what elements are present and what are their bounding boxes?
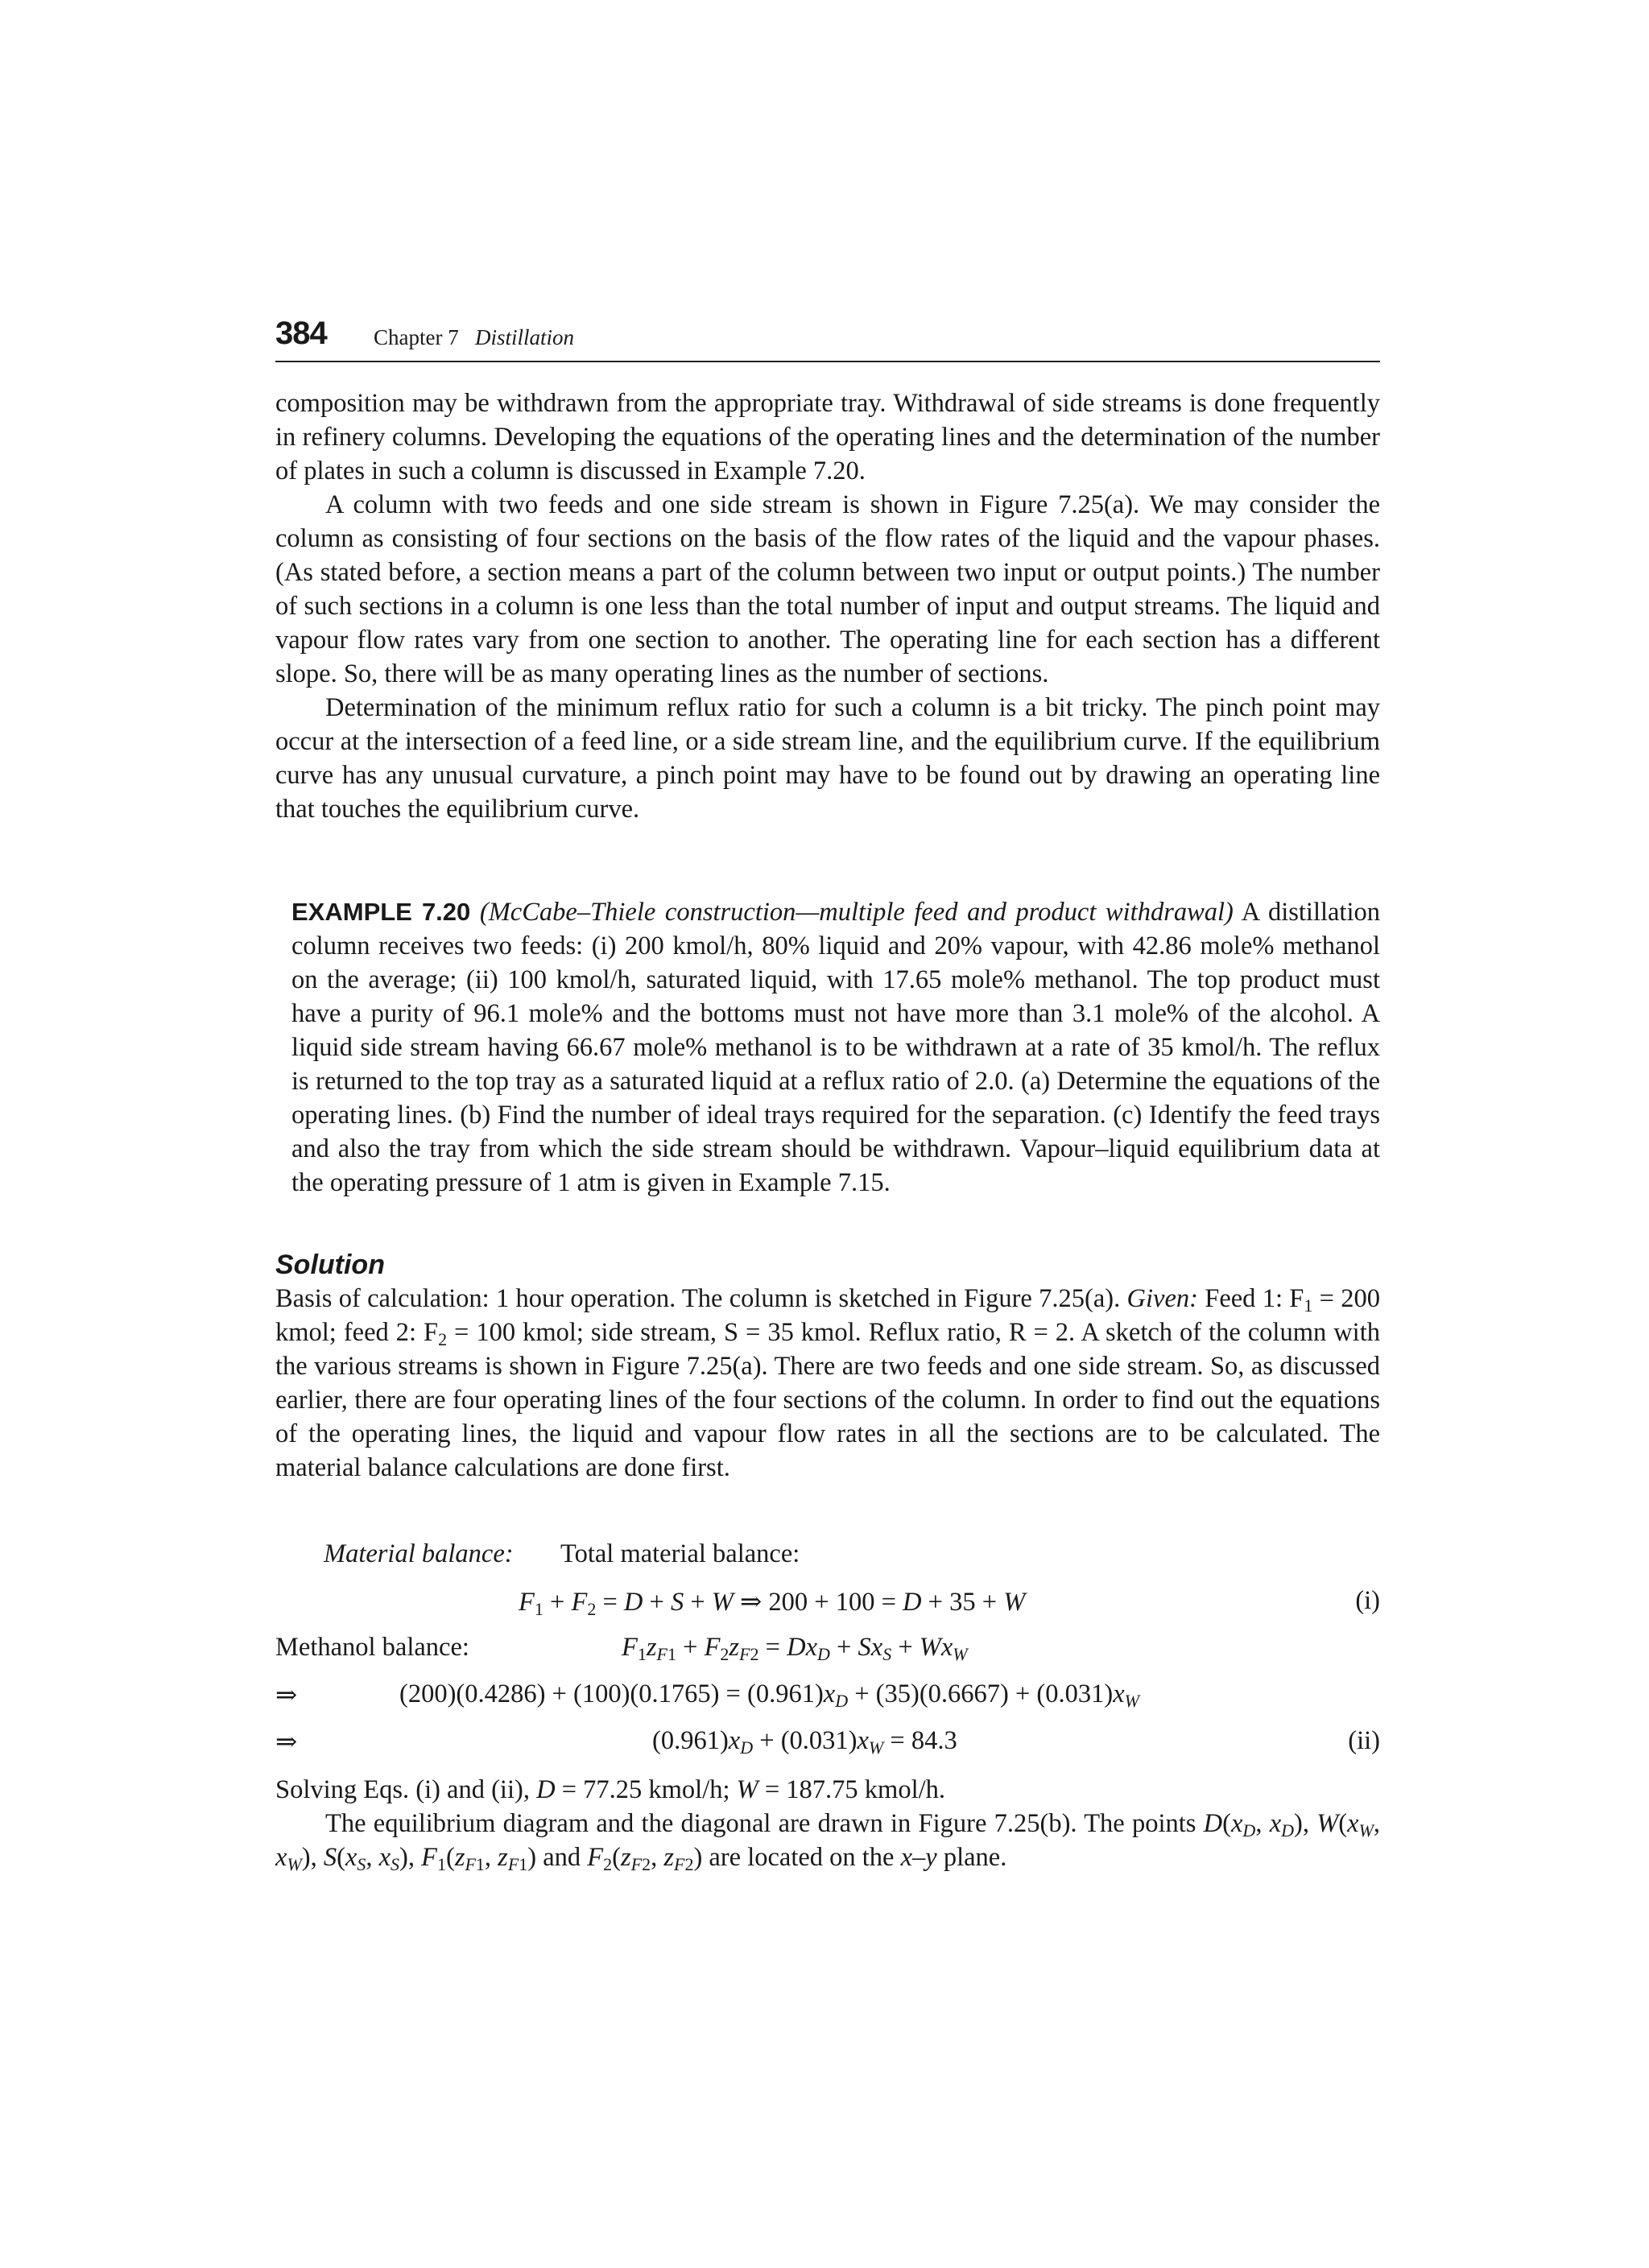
page-number: 384	[275, 316, 327, 351]
implies-arrow: ⇒	[275, 1728, 298, 1757]
example-7-20	[291, 895, 1380, 1200]
material-balance-label-row: Material balance: Total material balance:	[324, 1539, 800, 1568]
chapter-title: Distillation	[474, 325, 575, 349]
paragraph-2: A column with two feeds and one side stream is shown in Figure 7.25(a). We may consider the column as consisting of four sections on the basis of the flow rates of the liquid and the vapour phases. (As stated before, a section means a part of the column between two input or output points.) The number of such sections in a column is one less than the total number of input and output streams. The liquid and vapour flow rates vary from one section to another. The operating line for each section has a different slope. So, there will be as many operating lines as the number of sections.	[275, 490, 1380, 688]
closing-text: Solving Eqs. (i) and (ii), D = 77.25 kmol/h; W = 187.75 kmol/h. The equilibrium diagram and the diagonal are drawn in Figure 7.25(b). The points $D(x_D$, $x_D$), $W(x_W$, $x_W$), $S(x_S$, $x_S$), $F_1(z_{F1}$, $z_{F1}$) and $F_2(z_{F2}$, $z_{F2}$) are located on the x–y plane.	[275, 1775, 1381, 1874]
paragraph-3: Determination of the minimum reflux ratio for such a column is a bit tricky. The pinch point may occur at the intersection of a feed line, or a side stream line, and the equilibrium curve. If the equilibrium curve has any unusual curvature, a pinch point may have to be found out by drawing an operating line that touches the equilibrium curve.	[275, 693, 1380, 824]
equation-i: $F_1 + F_2 = D + S + W$ ⇒ 200 + 100 = D + 35 + W (i)	[519, 1586, 1380, 1619]
solution-heading: Solution	[275, 1250, 385, 1280]
intro-text	[275, 386, 1380, 826]
paragraph-1: composition may be withdrawn from the appropriate tray. Withdrawal of side streams is done frequently in refinery columns. Developing the equations of the operating lines and the determination of the number of plates in such a column is discussed in Example 7.20.	[275, 389, 1380, 485]
example-label: EXAMPLE 7.20	[291, 898, 471, 926]
chapter-label: Chapter 7 Distillation	[374, 325, 575, 349]
equation-substituted: ⇒ $(200)(0.4286) + (100)(0.1765) = (0.961)x_D + (35)(0.6667) + (0.031)x_W$	[275, 1679, 1139, 1711]
example-text: A distillation column receives two feeds: (i) 200 kmol/h, 80% liquid and 20% vapour, with 42.86 mole% methanol on the average; (ii) 100 kmol/h, saturated liquid, with 17.65 mole% methanol. The top product must have a purity of 96.1 mole% and the bottoms must not have more than 3.1 mole% of the alcohol. A liquid side stream having 66.67 mole% methanol is to be withdrawn at a rate of 35 kmol/h. The reflux is returned to the top tray as a saturated liquid at a reflux ratio of 2.0. (a) Determine the equations of the operating lines. (b) Find the number of ideal trays required for the separation. (c) Identify the feed trays and also the tray from which the side stream should be withdrawn. Vapour–liquid equilibrium data at the operating pressure of 1 atm is given in Example 7.15.	[291, 898, 1380, 1197]
solution-text: Basis of calculation: 1 hour operation. The column is sketched in Figure 7.25(a). Given: Feed 1: $F_1 = 200$ kmol; feed 2: $F_2 = 100$ kmol; side stream, S = 35 kmol. Reflux ratio, R = 2. A sketch of the column with the various streams is shown in Figure 7.25(a). There are two feeds and one side stream. So, as discussed earlier, there are four operating lines of the four sections of the column. In order to find out the equations of the operating lines, the liquid and vapour flow rates in all the sections are to be calculated. The material balance calculations are done first.	[275, 1284, 1381, 1482]
example-subtitle: (McCabe–Thiele construction—multiple feed and product withdrawal)	[479, 898, 1234, 927]
implies-arrow: ⇒	[275, 1681, 298, 1710]
running-header	[275, 316, 1380, 362]
equation-ii: ⇒ $(0.961)x_D + (0.031)x_W = 84.3$ (ii)	[275, 1726, 1380, 1758]
methanol-balance: Methanol balance: $F_1z_{F1} + F_2z_{F2} = Dx_D + Sx_S + Wx_W$	[275, 1633, 968, 1664]
